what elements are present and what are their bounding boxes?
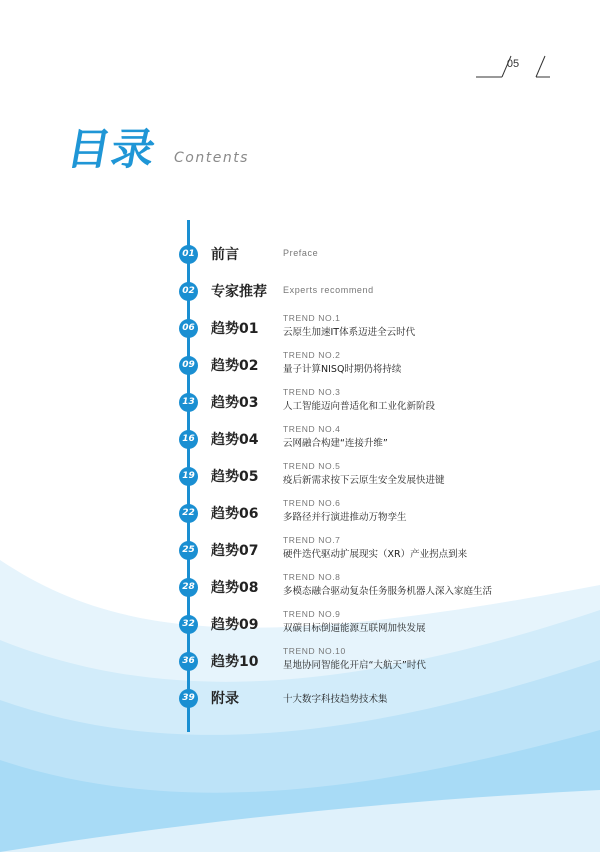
entry-label: 趋势08 (211, 580, 259, 596)
trend-number: TREND NO.4 (283, 424, 341, 434)
entry-label: 趋势06 (211, 506, 259, 522)
page-title: 目录 (62, 125, 160, 175)
trend-description: 星地协同智能化开启“大航天”时代 (283, 660, 426, 671)
page-subtitle: Contents (174, 150, 249, 166)
page-badge: 19 (179, 467, 198, 486)
toc-entry-trend-09[interactable] (0, 609, 600, 645)
toc-entry-trend-04[interactable] (0, 424, 600, 460)
toc-entry-trend-08[interactable] (0, 572, 600, 608)
entry-label: 趋势09 (211, 617, 259, 633)
entry-label: 趋势03 (211, 395, 259, 411)
toc-entry-trend-01[interactable] (0, 313, 600, 349)
entry-label: 趋势02 (211, 358, 259, 374)
page-badge: 36 (179, 652, 198, 671)
entry-label: 趋势04 (211, 432, 259, 448)
page-badge: 06 (179, 319, 198, 338)
page-badge: 22 (179, 504, 198, 523)
page-badge: 01 (179, 245, 198, 264)
entry-label: 附录 (211, 691, 239, 707)
toc-entry-appendix[interactable] (0, 689, 600, 719)
trend-number: TREND NO.10 (283, 646, 346, 656)
appendix-description: 十大数字科技趋势技术集 (283, 694, 388, 705)
entry-label: 趋势05 (211, 469, 259, 485)
entry-label: 趋势01 (211, 321, 259, 337)
trend-number: TREND NO.8 (283, 572, 341, 582)
trend-description: 多路径并行演进推动万物孪生 (283, 512, 407, 523)
entry-english: Experts recommend (283, 285, 374, 295)
entry-label: 趋势10 (211, 654, 259, 670)
entry-label: 专家推荐 (211, 284, 267, 300)
toc-entry-trend-07[interactable] (0, 535, 600, 571)
trend-description: 多模态融合驱动复杂任务服务机器人深入家庭生活 (283, 586, 493, 597)
entry-label: 趋势07 (211, 543, 259, 559)
page-badge: 13 (179, 393, 198, 412)
page-badge: 32 (179, 615, 198, 634)
page-badge: 25 (179, 541, 198, 560)
trend-number: TREND NO.5 (283, 461, 341, 471)
toc-entry-trend-06[interactable] (0, 498, 600, 534)
trend-description: 云网融合构建“连接升维” (283, 438, 388, 449)
trend-description: 硬件迭代驱动扩展现实（XR）产业拐点到来 (283, 549, 468, 560)
trend-description: 人工智能迈向普适化和工业化新阶段 (283, 401, 436, 412)
page-badge: 02 (179, 282, 198, 301)
toc-entry-trend-02[interactable] (0, 350, 600, 386)
trend-number: TREND NO.6 (283, 498, 341, 508)
trend-number: TREND NO.1 (283, 313, 341, 323)
entry-label: 前言 (211, 247, 239, 263)
toc-entry-preface[interactable] (0, 245, 600, 275)
page-number (476, 52, 550, 78)
toc-entry-trend-03[interactable] (0, 387, 600, 423)
trend-number: TREND NO.9 (283, 609, 341, 619)
toc-entry-trend-05[interactable] (0, 461, 600, 497)
trend-description: 双碳目标倒逼能源互联网加快发展 (283, 623, 426, 634)
trend-description: 云原生加速IT体系迈进全云时代 (283, 327, 416, 338)
entry-english: Preface (283, 248, 319, 258)
trend-description: 疫后新需求按下云原生安全发展快进键 (283, 475, 445, 486)
trend-description: 量子计算NISQ时期仍将持续 (283, 364, 402, 375)
trend-number: TREND NO.2 (283, 350, 341, 360)
page-badge: 28 (179, 578, 198, 597)
trend-number: TREND NO.7 (283, 535, 341, 545)
toc-entry-trend-10[interactable] (0, 646, 600, 682)
toc-entry-experts[interactable] (0, 282, 600, 312)
page-badge: 16 (179, 430, 198, 449)
page-badge: 39 (179, 689, 198, 708)
page-number-text: 05 (506, 58, 520, 70)
page-badge: 09 (179, 356, 198, 375)
trend-number: TREND NO.3 (283, 387, 341, 397)
